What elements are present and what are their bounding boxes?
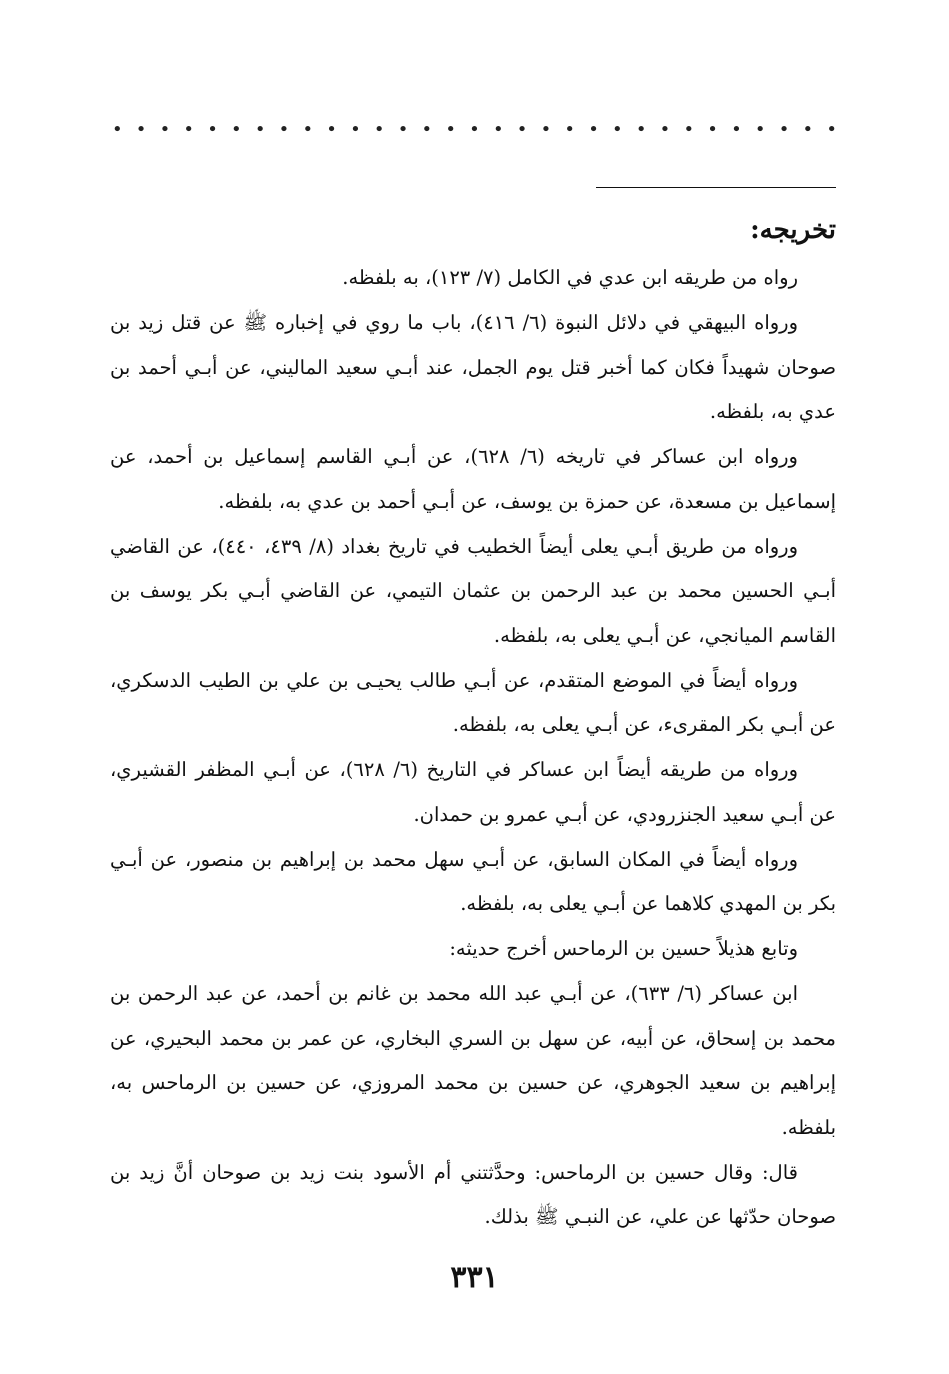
paragraph: ورواه من طريقه أيضاً ابن عساكر في التاريخ (٦/ ٦٢٨)، عن أبـي المظفر القشيري، عن أبـي سعيد الجنزرودي، عن أبـي عمرو بن حمدان.: [110, 758, 836, 826]
paragraph: ورواه من طريق أبـي يعلى أيضاً الخطيب في تاريخ بغداد (٨/ ٤٣٩، ٤٤٠)، عن القاضي أبـي الحسين محمد بن عبد الرحمن بن عثمان التيمي، عن القاضي أبـي بكر يوسف بن القاسم الميانجي، عن أبـي يعلى به، بلفظه.: [110, 534, 836, 647]
paragraph: وتابع هذيلاً حسين بن الرماحس أخرج حديثه:: [449, 937, 798, 960]
paragraph: رواه من طريقه ابن عدي في الكامل (٧/ ١٢٣)، به بلفظه.: [342, 266, 798, 289]
footnote-rule: [596, 187, 836, 188]
paragraph: ورواه البيهقي في دلائل النبوة (٦/ ٤١٦)، باب ما روي في إخباره ﷺ عن قتل زيد بن صوحان شهيداً فكان كما أخبر قتل يوم الجمل، عند أبـي سعيد الماليني، عن أبـي أحمد بن عدي به، بلفظه.: [110, 311, 836, 423]
paragraph: ورواه ابن عساكر في تاريخه (٦/ ٦٢٨)، عن أبـي القاسم إسماعيل بن أحمد، عن إسماعيل بن مسعدة، عن حمزة بن يوسف، عن أبـي أحمد بن عدي به، بلفظه.: [110, 445, 836, 513]
dotted-separator: • • • • • • • • • • • • • • • • • • • • • • • • • • • • • • •: [112, 122, 837, 138]
paragraph: ورواه أيضاً في المكان السابق، عن أبـي سهل محمد بن إبراهيم بن منصور، عن أبـي بكر بن المهدي كلاهما عن أبـي يعلى به، بلفظه.: [110, 847, 836, 915]
body-text: [110, 256, 836, 1240]
paragraph: قال: وقال حسين بن الرماحس: وحدَّثتني أم الأسود بنت زيد بن صوحان أنَّ زيد بن صوحان حدّثها عن علي، عن النبـي ﷺ بذلك.: [110, 1160, 836, 1228]
page-number: ٣٣١: [450, 1260, 499, 1295]
paragraph: ابن عساكر (٦/ ٦٣٣)، عن أبـي عبد الله محمد بن غانم بن أحمد، عن عبد الرحمن بن محمد بن إسحاق، عن أبيه، عن سهل بن السري البخاري، عن عمر بن محمد البحيري، عن إبراهيم بن سعيد الجوهري، عن حسين بن محمد المروزي، عن حسين بن الرماحس به، بلفظه.: [110, 982, 836, 1139]
section-heading: تخريجه:: [750, 215, 836, 245]
paragraph: ورواه أيضاً في الموضع المتقدم، عن أبـي طالب يحيـى بن علي بن الطيب الدسكري، عن أبـي بكر المقرىء، عن أبـي يعلى به، بلفظه.: [110, 668, 836, 736]
